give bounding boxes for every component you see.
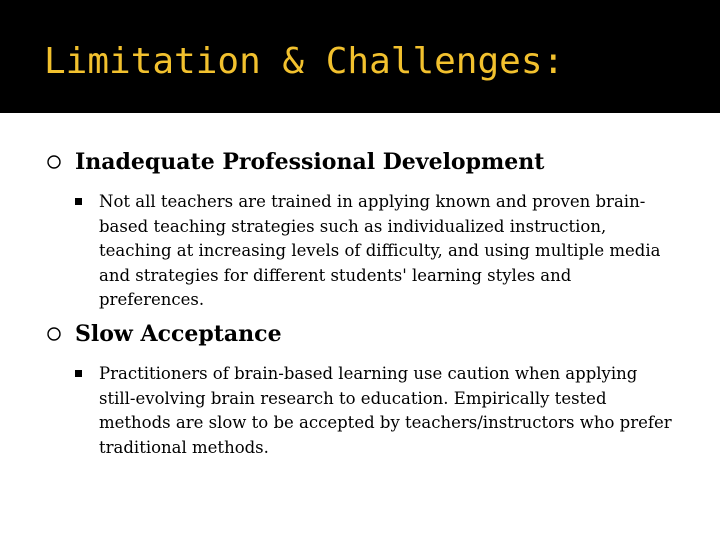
square-bullet-icon <box>74 197 84 207</box>
section-heading-professional-development: Inadequate Professional Development <box>75 149 545 175</box>
section-point-professional-development: Not all teachers are trained in applying known and proven brain-based teaching strategies such as individualized instruction, teaching at increasing levels of difficulty, and using multiple media and strategies for different students' learning styles and preferences. <box>99 192 661 309</box>
hollow-circle-bullet-icon <box>44 320 64 356</box>
slide-title: Limitation & Challenges: <box>44 41 565 82</box>
hollow-circle-bullet-icon <box>44 148 64 184</box>
bullet-level2-professional-development <box>74 190 674 314</box>
bullet-level2-slow-acceptance <box>74 362 674 462</box>
section-point-slow-acceptance: Practitioners of brain-based learning use caution when applying still-evolving brain research to education. Empirically tested methods are slow to be accepted by teachers/instructors who prefer traditional methods. <box>99 364 672 457</box>
section-heading-slow-acceptance: Slow Acceptance <box>75 321 282 347</box>
bullet-level1-professional-development <box>44 148 684 184</box>
bullet-level1-slow-acceptance <box>44 320 684 356</box>
square-bullet-icon <box>74 369 84 379</box>
